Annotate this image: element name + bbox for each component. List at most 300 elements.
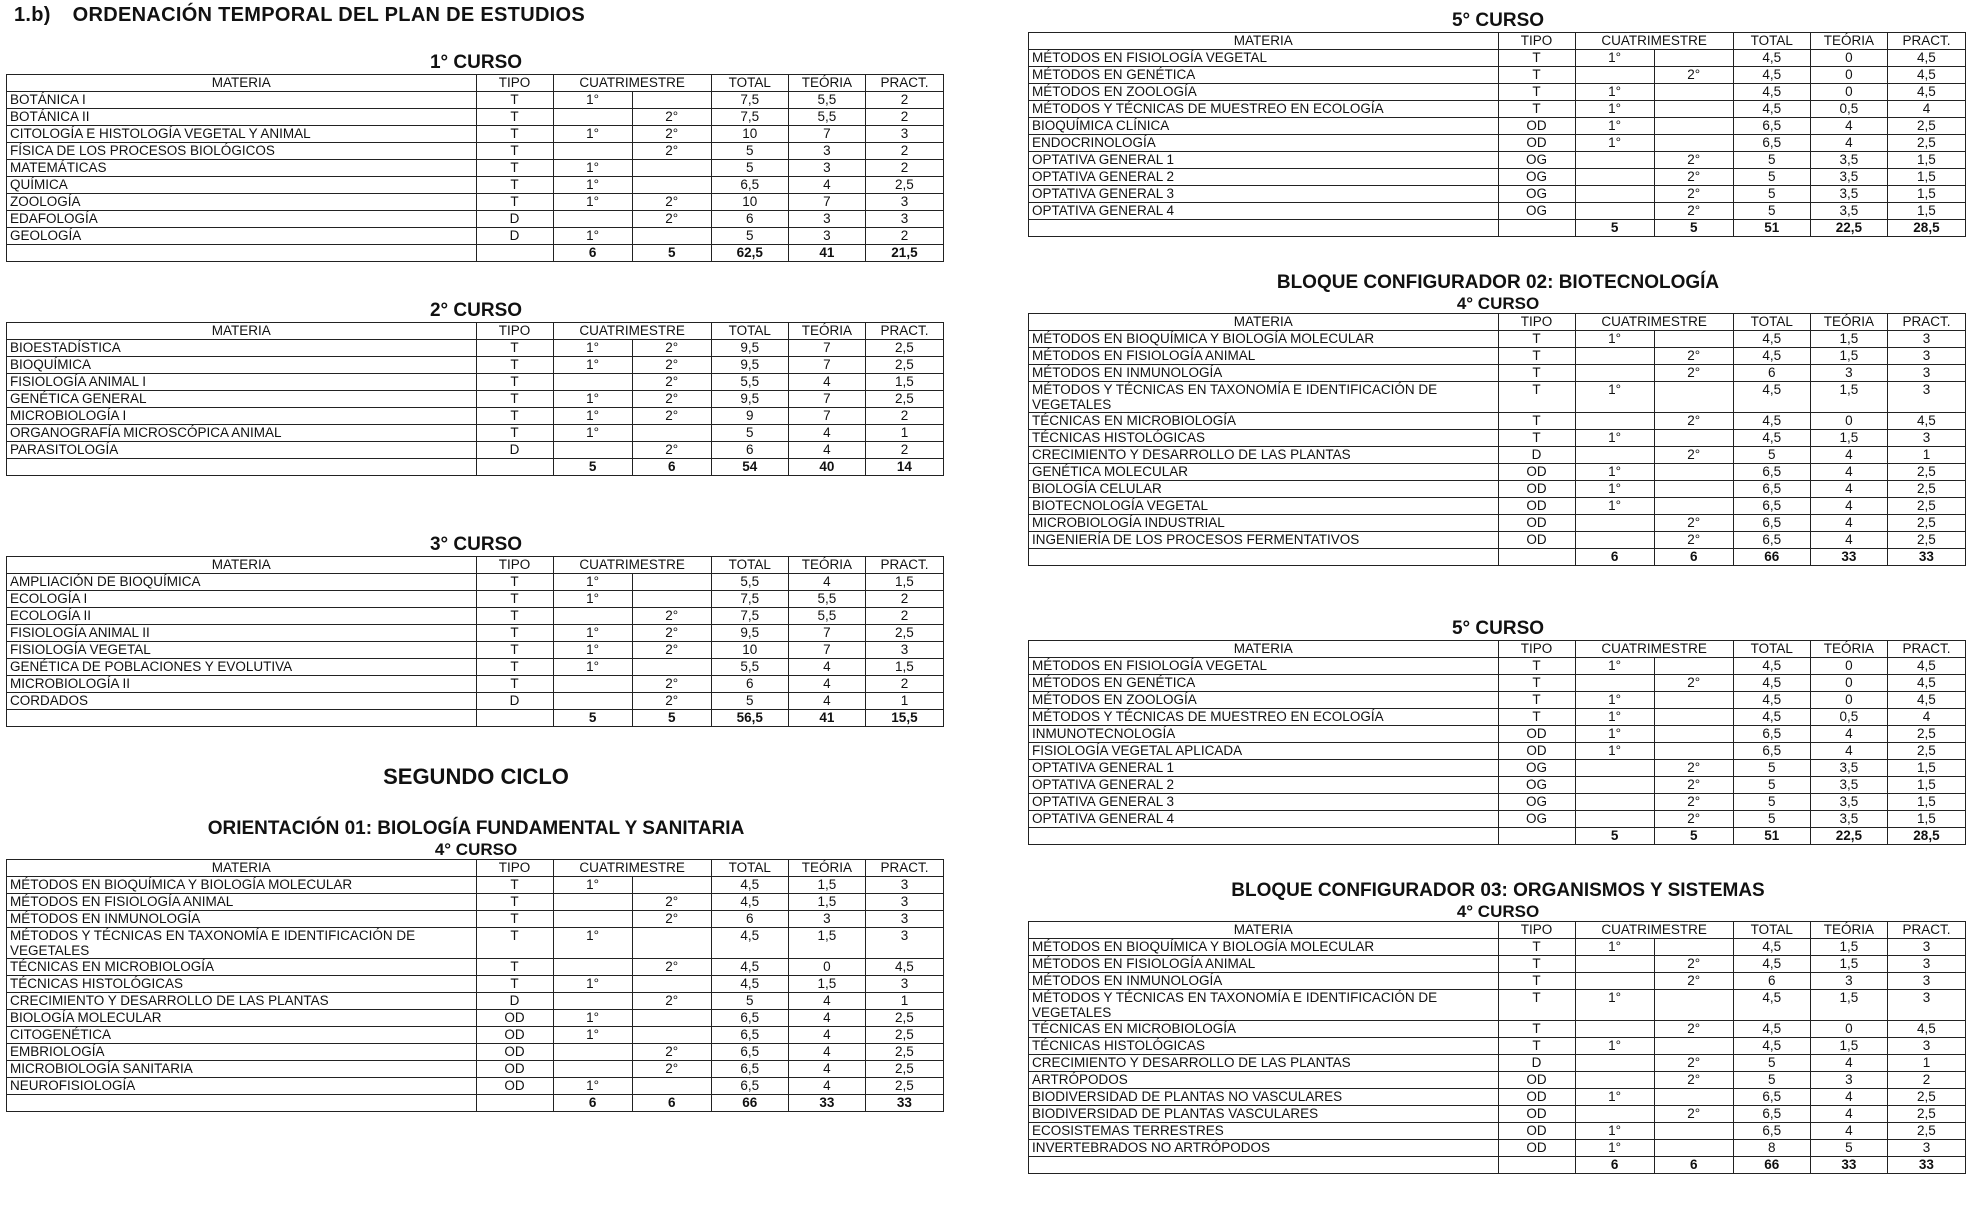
total-cuatrimestre-2: 6 xyxy=(1654,1157,1733,1174)
cell-materia: MÉTODOS EN ZOOLOGÍA xyxy=(1029,692,1499,709)
cell-total: 5 xyxy=(711,693,788,710)
cell-cuatrimestre-1 xyxy=(1575,447,1654,464)
cell-tipo: T xyxy=(1498,84,1575,101)
column-header-teoria: TEÓRIA xyxy=(1810,33,1887,50)
column-header-pract: PRACT. xyxy=(865,75,943,92)
cell-pract: 2 xyxy=(865,442,943,459)
cell-materia: MÉTODOS EN INMUNOLOGÍA xyxy=(1029,365,1499,382)
cell-teoria: 1,5 xyxy=(1810,348,1887,365)
cell-tipo: T xyxy=(476,574,553,591)
cell-cuatrimestre-1: 1° xyxy=(1575,430,1654,447)
cell-teoria: 1,5 xyxy=(1810,939,1887,956)
total-blank-cell xyxy=(476,459,553,476)
cell-teoria: 4 xyxy=(1810,1106,1887,1123)
course-table xyxy=(1028,313,1966,566)
total-cuatrimestre-1: 6 xyxy=(553,245,632,262)
cell-pract: 2 xyxy=(865,143,943,160)
cell-total: 6,5 xyxy=(711,177,788,194)
section-subheading: 4° CURSO xyxy=(434,840,518,859)
cell-cuatrimestre-2 xyxy=(632,574,711,591)
cell-cuatrimestre-2: 2° xyxy=(632,608,711,625)
course-table xyxy=(1028,640,1966,845)
cell-materia: CITOGENÉTICA xyxy=(7,1027,477,1044)
column-header-teoria: TEÓRIA xyxy=(788,323,865,340)
section-c3 xyxy=(6,534,946,727)
table-row xyxy=(1029,152,1966,169)
cell-teoria: 0 xyxy=(1810,658,1887,675)
cell-tipo: OD xyxy=(1498,464,1575,481)
table-row xyxy=(1029,481,1966,498)
cell-total: 5 xyxy=(1733,811,1810,828)
cell-tipo: T xyxy=(476,911,553,928)
cell-materia: GEOLOGÍA xyxy=(7,228,477,245)
cell-materia: FÍSICA DE LOS PROCESOS BIOLÓGICOS xyxy=(7,143,477,160)
table-header-row xyxy=(1029,314,1966,331)
total-blank-cell xyxy=(1029,828,1499,845)
cell-tipo: OD xyxy=(476,1010,553,1027)
cell-total: 9 xyxy=(711,408,788,425)
cell-tipo: T xyxy=(1498,348,1575,365)
total-credits: 54 xyxy=(711,459,788,476)
cell-pract: 2,5 xyxy=(1887,1106,1965,1123)
cell-teoria: 4 xyxy=(1810,498,1887,515)
cell-cuatrimestre-2 xyxy=(1654,118,1733,135)
table-row xyxy=(7,1044,944,1061)
cell-materia: MICROBIOLOGÍA SANITARIA xyxy=(7,1061,477,1078)
cell-total: 6,5 xyxy=(1733,743,1810,760)
cell-materia: MICROBIOLOGÍA II xyxy=(7,676,477,693)
cell-materia: BIOESTADÍSTICA xyxy=(7,340,477,357)
total-blank-cell xyxy=(1498,1157,1575,1174)
cell-total: 4,5 xyxy=(711,928,788,959)
cell-teoria: 7 xyxy=(788,642,865,659)
cell-cuatrimestre-2: 2° xyxy=(632,194,711,211)
section-heading: ORIENTACIÓN 01: BIOLOGÍA FUNDAMENTAL Y SANITARIA xyxy=(207,818,745,839)
cell-teoria: 0,5 xyxy=(1810,709,1887,726)
table-row xyxy=(7,143,944,160)
table-row xyxy=(1029,990,1966,1021)
cell-tipo: OD xyxy=(1498,532,1575,549)
column-header-cuatrimestre: CUATRIMESTRE xyxy=(1575,641,1733,658)
course-table xyxy=(6,74,944,262)
total-blank-cell xyxy=(7,710,477,727)
cell-materia: MÉTODOS Y TÉCNICAS EN TAXONOMÍA E IDENTIFICACIÓN DE VEGETALES xyxy=(1029,990,1499,1021)
cell-cuatrimestre-2: 2° xyxy=(632,442,711,459)
cell-pract: 2,5 xyxy=(865,625,943,642)
cell-materia: CITOLOGÍA E HISTOLOGÍA VEGETAL Y ANIMAL xyxy=(7,126,477,143)
cell-teoria: 7 xyxy=(788,408,865,425)
cell-pract: 3 xyxy=(865,126,943,143)
cell-pract: 2,5 xyxy=(1887,1089,1965,1106)
total-teoria: 33 xyxy=(1810,1157,1887,1174)
table-total-row xyxy=(7,1095,944,1112)
cell-pract: 2 xyxy=(865,92,943,109)
cell-total: 5 xyxy=(711,160,788,177)
cell-pract: 2,5 xyxy=(865,1010,943,1027)
table-row xyxy=(7,340,944,357)
cell-teoria: 1,5 xyxy=(1810,382,1887,413)
cell-materia: OPTATIVA GENERAL 4 xyxy=(1029,811,1499,828)
table-row xyxy=(7,608,944,625)
table-row xyxy=(1029,515,1966,532)
column-header-pract: PRACT. xyxy=(1887,314,1965,331)
total-blank-cell xyxy=(476,710,553,727)
cell-teoria: 4 xyxy=(788,442,865,459)
cell-total: 4,5 xyxy=(1733,101,1810,118)
cell-total: 4,5 xyxy=(1733,939,1810,956)
cell-pract: 2,5 xyxy=(1887,1123,1965,1140)
cell-materia: ORGANOGRAFÍA MICROSCÓPICA ANIMAL xyxy=(7,425,477,442)
cell-tipo: T xyxy=(1498,382,1575,413)
cell-pract: 3 xyxy=(1887,365,1965,382)
total-pract: 14 xyxy=(865,459,943,476)
cell-cuatrimestre-2 xyxy=(632,1010,711,1027)
cell-materia: FISIOLOGÍA ANIMAL I xyxy=(7,374,477,391)
total-credits: 66 xyxy=(1733,549,1810,566)
cell-cuatrimestre-2: 2° xyxy=(1654,675,1733,692)
cell-teoria: 4 xyxy=(788,676,865,693)
cell-cuatrimestre-2 xyxy=(1654,498,1733,515)
table-row xyxy=(7,357,944,374)
cell-tipo: OG xyxy=(1498,152,1575,169)
table-row xyxy=(7,976,944,993)
total-cuatrimestre-2: 5 xyxy=(632,245,711,262)
cell-total: 10 xyxy=(711,194,788,211)
cell-pract: 2 xyxy=(865,109,943,126)
cell-materia: EMBRIOLOGÍA xyxy=(7,1044,477,1061)
cell-total: 9,5 xyxy=(711,391,788,408)
cell-pract: 2,5 xyxy=(865,391,943,408)
column-header-cuatrimestre: CUATRIMESTRE xyxy=(553,860,711,877)
cell-cuatrimestre-2: 2° xyxy=(632,391,711,408)
cell-cuatrimestre-2: 2° xyxy=(1654,1055,1733,1072)
cell-materia: MÉTODOS EN FISIOLOGÍA ANIMAL xyxy=(1029,956,1499,973)
table-total-row xyxy=(1029,549,1966,566)
cell-cuatrimestre-2: 2° xyxy=(632,959,711,976)
cell-total: 5 xyxy=(1733,203,1810,220)
table-row xyxy=(1029,760,1966,777)
cell-tipo: T xyxy=(476,928,553,959)
section-heading: 3° CURSO xyxy=(429,534,523,555)
cell-cuatrimestre-2: 2° xyxy=(1654,811,1733,828)
cell-tipo: OD xyxy=(1498,498,1575,515)
cell-tipo: OG xyxy=(1498,186,1575,203)
cell-materia: BIOLOGÍA MOLECULAR xyxy=(7,1010,477,1027)
cell-total: 6,5 xyxy=(1733,464,1810,481)
column-header-materia: MATERIA xyxy=(1029,922,1499,939)
total-teoria: 40 xyxy=(788,459,865,476)
cell-cuatrimestre-2 xyxy=(632,228,711,245)
cell-pract: 3 xyxy=(865,911,943,928)
total-blank-cell xyxy=(476,245,553,262)
cell-cuatrimestre-1 xyxy=(553,211,632,228)
cell-total: 5,5 xyxy=(711,574,788,591)
cell-cuatrimestre-1: 1° xyxy=(553,625,632,642)
cell-teoria: 1,5 xyxy=(1810,1038,1887,1055)
total-cuatrimestre-1: 5 xyxy=(1575,828,1654,845)
cell-cuatrimestre-1: 1° xyxy=(553,642,632,659)
cell-tipo: OD xyxy=(1498,1072,1575,1089)
cell-total: 4,5 xyxy=(1733,1038,1810,1055)
cell-pract: 1 xyxy=(865,993,943,1010)
cell-total: 10 xyxy=(711,642,788,659)
total-cuatrimestre-2: 6 xyxy=(632,459,711,476)
cell-tipo: T xyxy=(1498,50,1575,67)
cell-cuatrimestre-1: 1° xyxy=(1575,1038,1654,1055)
column-header-cuatrimestre: CUATRIMESTRE xyxy=(1575,922,1733,939)
table-row xyxy=(7,928,944,959)
cell-teoria: 1,5 xyxy=(1810,990,1887,1021)
total-credits: 62,5 xyxy=(711,245,788,262)
cell-materia: GENÉTICA GENERAL xyxy=(7,391,477,408)
section-heading: 5° CURSO xyxy=(1451,10,1545,31)
cell-tipo: T xyxy=(1498,990,1575,1021)
cell-pract: 2,5 xyxy=(865,1027,943,1044)
cell-total: 5 xyxy=(1733,169,1810,186)
total-cuatrimestre-2: 5 xyxy=(1654,220,1733,237)
cell-pract: 2,5 xyxy=(1887,135,1965,152)
cell-tipo: OG xyxy=(1498,760,1575,777)
cell-tipo: OG xyxy=(1498,811,1575,828)
cell-teoria: 4 xyxy=(788,1061,865,1078)
cell-teoria: 5 xyxy=(1810,1140,1887,1157)
cell-materia: EDAFOLOGÍA xyxy=(7,211,477,228)
cell-teoria: 3 xyxy=(788,160,865,177)
cell-tipo: T xyxy=(476,877,553,894)
cell-cuatrimestre-1 xyxy=(553,894,632,911)
cell-cuatrimestre-1 xyxy=(1575,413,1654,430)
cell-cuatrimestre-2: 2° xyxy=(1654,532,1733,549)
cell-cuatrimestre-1 xyxy=(553,693,632,710)
cell-pract: 3 xyxy=(865,928,943,959)
cell-total: 6,5 xyxy=(711,1061,788,1078)
cell-teoria: 3,5 xyxy=(1810,794,1887,811)
cell-total: 4,5 xyxy=(1733,382,1810,413)
table-header-row xyxy=(7,75,944,92)
cell-tipo: OD xyxy=(1498,1140,1575,1157)
table-row xyxy=(7,642,944,659)
cell-total: 5 xyxy=(1733,760,1810,777)
cell-tipo: T xyxy=(476,425,553,442)
cell-cuatrimestre-1: 1° xyxy=(1575,382,1654,413)
cell-pract: 3 xyxy=(865,194,943,211)
table-row xyxy=(7,160,944,177)
total-blank-cell xyxy=(1498,549,1575,566)
cell-pract: 2 xyxy=(865,408,943,425)
table-row xyxy=(1029,101,1966,118)
total-credits: 51 xyxy=(1733,828,1810,845)
cell-cuatrimestre-1: 1° xyxy=(1575,1089,1654,1106)
cell-total: 5 xyxy=(711,228,788,245)
cell-total: 4,5 xyxy=(1733,1021,1810,1038)
cell-cuatrimestre-2: 2° xyxy=(632,993,711,1010)
cell-teoria: 3 xyxy=(788,211,865,228)
table-row xyxy=(1029,1021,1966,1038)
cell-cuatrimestre-2 xyxy=(1654,939,1733,956)
cell-cuatrimestre-2: 2° xyxy=(632,894,711,911)
cell-pract: 1,5 xyxy=(1887,186,1965,203)
table-row xyxy=(1029,939,1966,956)
cell-teoria: 4 xyxy=(1810,1123,1887,1140)
total-cuatrimestre-1: 5 xyxy=(553,710,632,727)
cell-tipo: T xyxy=(476,591,553,608)
cell-materia: MÉTODOS EN FISIOLOGÍA VEGETAL xyxy=(1029,658,1499,675)
table-row xyxy=(1029,973,1966,990)
total-cuatrimestre-1: 6 xyxy=(1575,549,1654,566)
cell-total: 5 xyxy=(1733,447,1810,464)
cell-materia: ZOOLOGÍA xyxy=(7,194,477,211)
cell-materia: MÉTODOS Y TÉCNICAS EN TAXONOMÍA E IDENTIFICACIÓN DE VEGETALES xyxy=(1029,382,1499,413)
cell-tipo: T xyxy=(1498,675,1575,692)
cell-cuatrimestre-2: 2° xyxy=(1654,956,1733,973)
column-header-tipo: TIPO xyxy=(1498,33,1575,50)
table-row xyxy=(1029,464,1966,481)
table-row xyxy=(7,211,944,228)
table-row xyxy=(1029,1106,1966,1123)
column-header-cuatrimestre: CUATRIMESTRE xyxy=(1575,33,1733,50)
cell-teoria: 4 xyxy=(1810,532,1887,549)
section-number: 1.b) xyxy=(14,4,51,26)
cell-cuatrimestre-2: 2° xyxy=(1654,447,1733,464)
cell-teoria: 0 xyxy=(1810,1021,1887,1038)
cell-cuatrimestre-2: 2° xyxy=(1654,365,1733,382)
cell-total: 4,5 xyxy=(1733,50,1810,67)
cell-tipo: T xyxy=(1498,956,1575,973)
table-row xyxy=(1029,811,1966,828)
cell-teoria: 7 xyxy=(788,357,865,374)
course-table xyxy=(1028,32,1966,237)
cell-cuatrimestre-1: 1° xyxy=(1575,939,1654,956)
cell-tipo: T xyxy=(1498,709,1575,726)
cell-teoria: 4 xyxy=(1810,464,1887,481)
cell-cuatrimestre-2 xyxy=(1654,481,1733,498)
total-blank-cell xyxy=(7,245,477,262)
cell-cuatrimestre-2: 2° xyxy=(632,374,711,391)
cell-tipo: T xyxy=(476,625,553,642)
cell-cuatrimestre-1: 1° xyxy=(553,340,632,357)
cell-teoria: 3,5 xyxy=(1810,777,1887,794)
cell-cuatrimestre-1: 1° xyxy=(1575,464,1654,481)
cell-pract: 2,5 xyxy=(1887,481,1965,498)
cell-tipo: OG xyxy=(1498,169,1575,186)
cell-pract: 3 xyxy=(1887,1140,1965,1157)
cell-tipo: D xyxy=(476,693,553,710)
cell-tipo: OD xyxy=(1498,515,1575,532)
table-total-row xyxy=(1029,220,1966,237)
cell-cuatrimestre-1: 1° xyxy=(553,408,632,425)
column-header-pract: PRACT. xyxy=(865,557,943,574)
table-header-row xyxy=(7,860,944,877)
cell-cuatrimestre-2: 2° xyxy=(1654,973,1733,990)
table-header-row xyxy=(1029,641,1966,658)
cell-total: 5,5 xyxy=(711,374,788,391)
cell-materia: NEUROFISIOLOGÍA xyxy=(7,1078,477,1095)
cell-total: 9,5 xyxy=(711,340,788,357)
cell-cuatrimestre-2 xyxy=(632,659,711,676)
cell-total: 7,5 xyxy=(711,109,788,126)
cell-cuatrimestre-2: 2° xyxy=(632,1044,711,1061)
section-r5a xyxy=(1028,10,1968,237)
table-row xyxy=(1029,709,1966,726)
cell-pract: 1,5 xyxy=(1887,811,1965,828)
cell-tipo: T xyxy=(1498,939,1575,956)
column-header-cuatrimestre: CUATRIMESTRE xyxy=(1575,314,1733,331)
cell-materia: MÉTODOS EN INMUNOLOGÍA xyxy=(7,911,477,928)
cell-pract: 2,5 xyxy=(1887,743,1965,760)
cell-cuatrimestre-2: 2° xyxy=(1654,152,1733,169)
cell-materia: OPTATIVA GENERAL 3 xyxy=(1029,794,1499,811)
table-row xyxy=(1029,675,1966,692)
cell-tipo: T xyxy=(476,676,553,693)
total-blank-cell xyxy=(7,459,477,476)
cell-cuatrimestre-1: 1° xyxy=(1575,1123,1654,1140)
cell-materia: OPTATIVA GENERAL 2 xyxy=(1029,777,1499,794)
cell-total: 4,5 xyxy=(1733,84,1810,101)
cell-materia: MÉTODOS EN BIOQUÍMICA Y BIOLOGÍA MOLECULAR xyxy=(7,877,477,894)
table-row xyxy=(7,993,944,1010)
cell-cuatrimestre-1: 1° xyxy=(553,160,632,177)
table-row xyxy=(7,391,944,408)
cell-total: 7,5 xyxy=(711,608,788,625)
cell-total: 6,5 xyxy=(1733,498,1810,515)
cell-pract: 4,5 xyxy=(1887,1021,1965,1038)
cell-tipo: OD xyxy=(1498,1089,1575,1106)
cell-pract: 4,5 xyxy=(1887,692,1965,709)
cell-total: 4,5 xyxy=(1733,348,1810,365)
cell-total: 6,5 xyxy=(1733,481,1810,498)
cell-pract: 2 xyxy=(865,160,943,177)
total-pract: 28,5 xyxy=(1887,220,1965,237)
column-header-teoria: TEÓRIA xyxy=(788,75,865,92)
cell-pract: 3 xyxy=(1887,348,1965,365)
table-header-row xyxy=(7,323,944,340)
table-row xyxy=(1029,67,1966,84)
cell-total: 4,5 xyxy=(1733,675,1810,692)
cell-teoria: 3,5 xyxy=(1810,203,1887,220)
cell-pract: 3 xyxy=(1887,990,1965,1021)
section-heading: BLOQUE CONFIGURADOR 02: BIOTECNOLOGÍA xyxy=(1276,272,1720,293)
course-table xyxy=(6,556,944,727)
cell-teoria: 4 xyxy=(788,374,865,391)
column-header-total: TOTAL xyxy=(1733,641,1810,658)
cell-tipo: OD xyxy=(1498,118,1575,135)
cell-materia: MÉTODOS EN INMUNOLOGÍA xyxy=(1029,973,1499,990)
cell-pract: 4 xyxy=(1887,709,1965,726)
table-row xyxy=(7,894,944,911)
cell-cuatrimestre-2 xyxy=(632,425,711,442)
cell-tipo: D xyxy=(1498,1055,1575,1072)
cell-teoria: 5,5 xyxy=(788,608,865,625)
total-cuatrimestre-1: 5 xyxy=(553,459,632,476)
cell-pract: 3 xyxy=(1887,973,1965,990)
cell-cuatrimestre-1: 1° xyxy=(553,177,632,194)
cell-teoria: 4 xyxy=(788,1010,865,1027)
cell-materia: BIODIVERSIDAD DE PLANTAS VASCULARES xyxy=(1029,1106,1499,1123)
cell-cuatrimestre-1 xyxy=(1575,348,1654,365)
total-pract: 15,5 xyxy=(865,710,943,727)
column-header-materia: MATERIA xyxy=(7,323,477,340)
total-teoria: 22,5 xyxy=(1810,828,1887,845)
table-row xyxy=(7,92,944,109)
column-header-tipo: TIPO xyxy=(1498,641,1575,658)
table-row xyxy=(7,1010,944,1027)
cell-total: 6,5 xyxy=(1733,1123,1810,1140)
cell-cuatrimestre-2 xyxy=(632,928,711,959)
table-total-row xyxy=(1029,828,1966,845)
cell-cuatrimestre-1 xyxy=(1575,67,1654,84)
cell-pract: 3 xyxy=(1887,956,1965,973)
cell-total: 5 xyxy=(1733,777,1810,794)
